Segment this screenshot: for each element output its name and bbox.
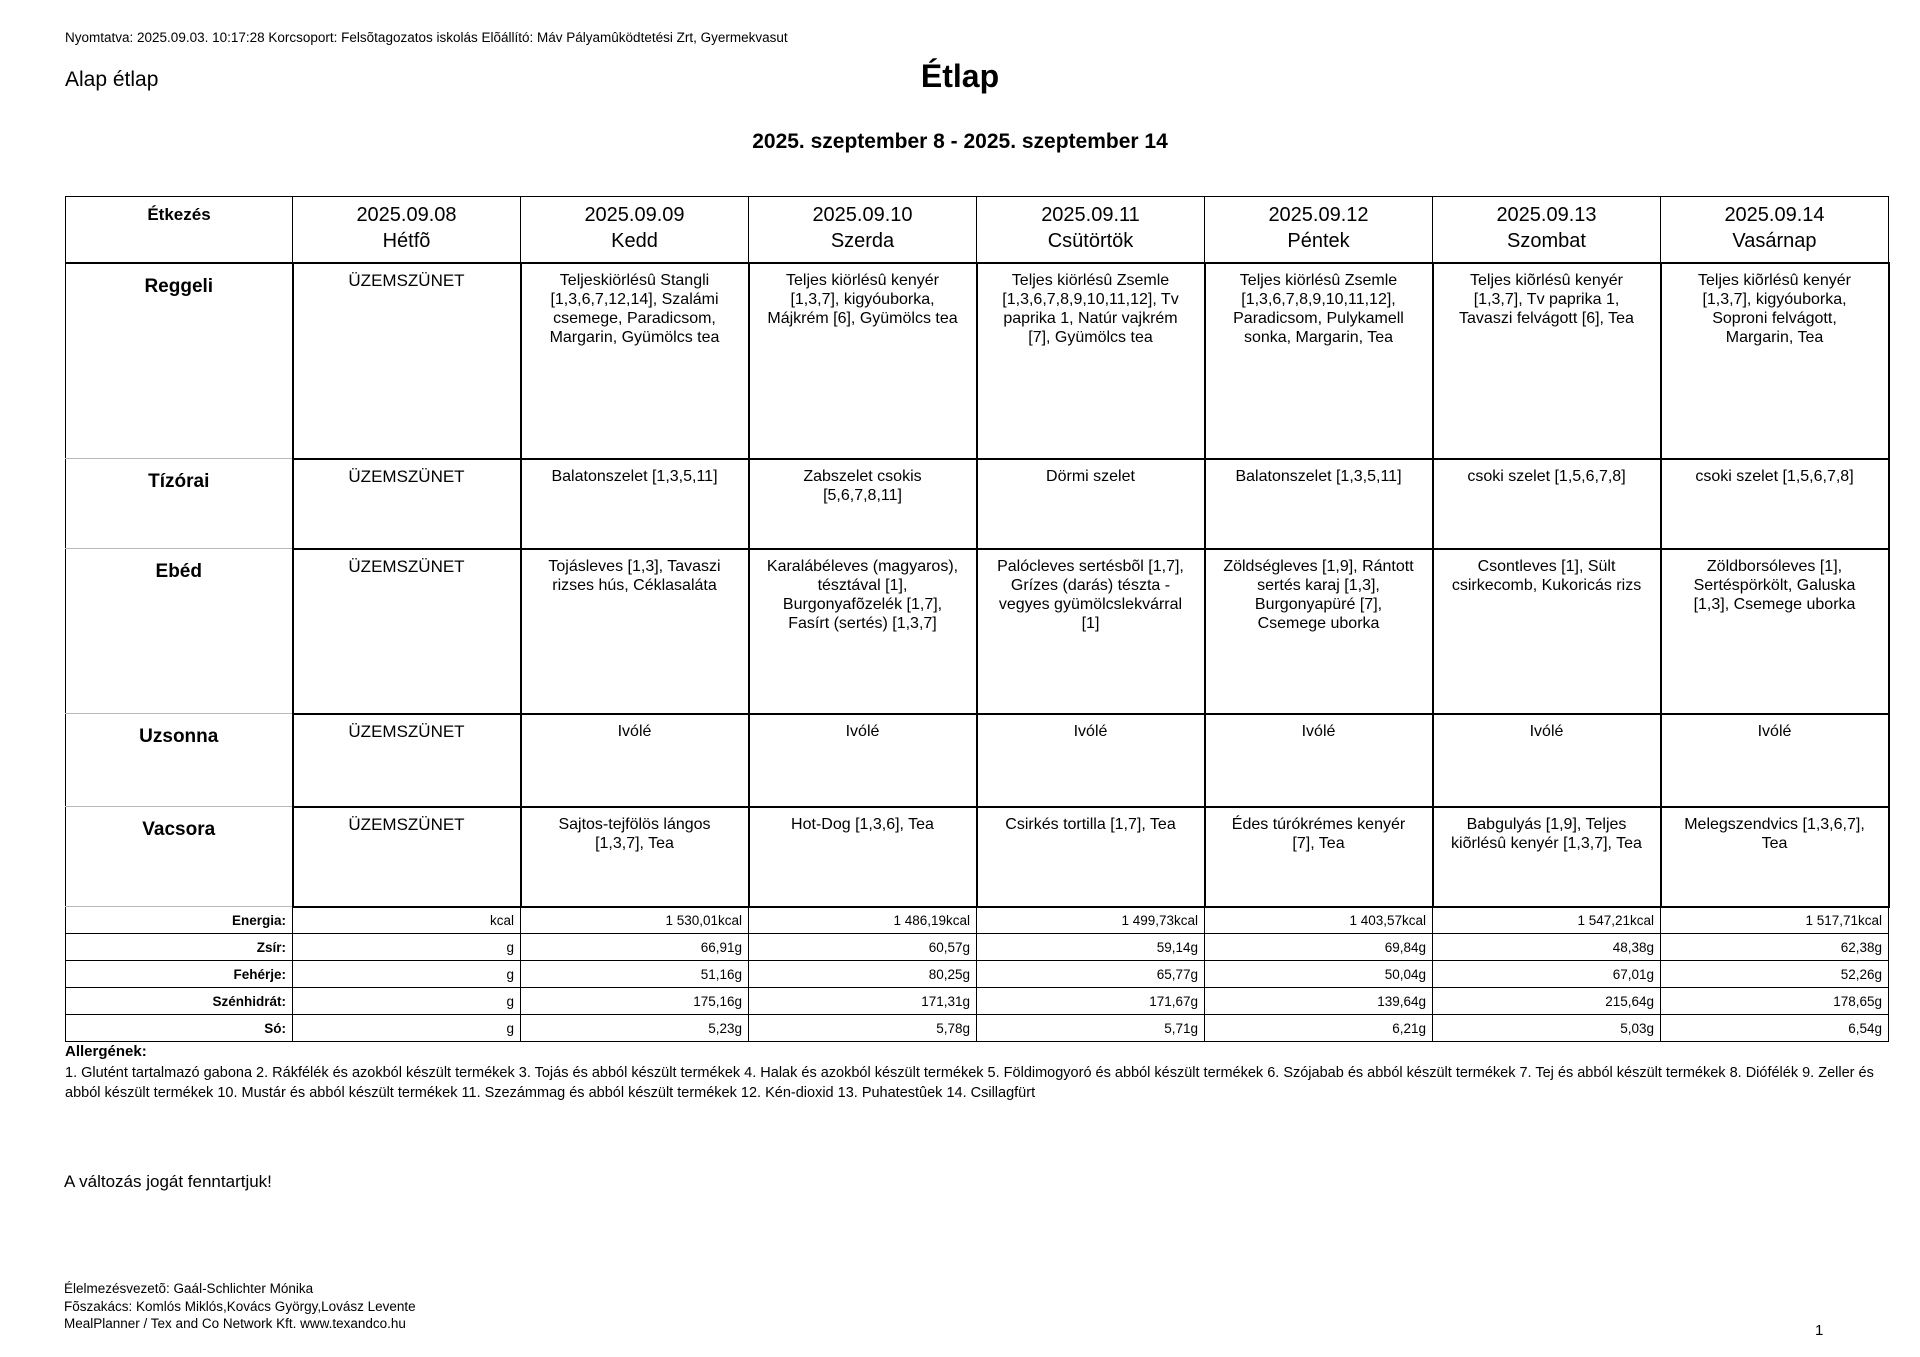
nutrition-rows [66, 907, 1889, 1042]
menu-cell: csoki szelet [1,5,6,7,8] [1433, 459, 1661, 549]
allergens-title: Allergének: [65, 1043, 147, 1060]
meal-row-label: Vacsora [66, 807, 293, 907]
nutrition-row-label: Só: [66, 1015, 293, 1042]
nutrition-cell: 171,67g [977, 988, 1205, 1015]
nutrition-row-label: Energia: [66, 907, 293, 934]
nutrition-cell: g [293, 961, 521, 988]
page-number: 1 [1815, 1322, 1824, 1339]
menu-cell: Édes túrókrémes kenyér [7], Tea [1205, 807, 1433, 907]
nutrition-cell: 48,38g [1433, 934, 1661, 961]
day-header: 2025.09.11 Csütörtök [977, 197, 1205, 263]
menu-cell: Csirkés tortilla [1,7], Tea [977, 807, 1205, 907]
page-title: Étlap [920, 58, 1000, 94]
menu-cell: Teljes kiörlésû kenyér [1,3,7], kigyóuborka, Májkrém [6], Gyümölcs tea [749, 263, 977, 459]
day-header: 2025.09.12 Péntek [1205, 197, 1433, 263]
meal-row [66, 459, 1889, 549]
nutrition-cell: 139,64g [1205, 988, 1433, 1015]
menu-cell: Teljes kiörlésû Zsemle [1,3,6,7,8,9,10,11,12], Tv paprika 1, Natúr vajkrém [7], Gyümölcs tea [977, 263, 1205, 459]
menu-cell: Zabszelet csokis [5,6,7,8,11] [749, 459, 977, 549]
meal-row [66, 263, 1889, 459]
change-notice: A változás jogát fenntartjuk! [64, 1172, 272, 1191]
menu-table-header-row [66, 197, 1889, 263]
nutrition-cell: 6,54g [1661, 1015, 1889, 1042]
nutrition-row-label: Zsír: [66, 934, 293, 961]
nutrition-cell: 60,57g [749, 934, 977, 961]
nutrition-cell: 1 530,01kcal [521, 907, 749, 934]
nutrition-row [66, 961, 1889, 988]
day-header: 2025.09.13 Szombat [1433, 197, 1661, 263]
menu-cell: ÜZEMSZÜNET [293, 714, 521, 807]
menu-cell: Balatonszelet [1,3,5,11] [1205, 459, 1433, 549]
menu-cell: Ivólé [977, 714, 1205, 807]
nutrition-row-label: Fehérje: [66, 961, 293, 988]
menu-cell: Teljes kiõrlésû kenyér [1,3,7], kigyóuborka, Soproni felvágott, Margarin, Tea [1661, 263, 1889, 459]
day-header: 2025.09.09 Kedd [521, 197, 749, 263]
menu-cell: Dörmi szelet [977, 459, 1205, 549]
menu-cell: Ivólé [1433, 714, 1661, 807]
meal-row-label: Ebéd [66, 549, 293, 714]
menu-cell: Balatonszelet [1,3,5,11] [521, 459, 749, 549]
menu-type-label: Alap étlap [65, 68, 159, 91]
footer-line-chefs: Fõszakács: Komlós Miklós,Kovács György,Lovász Levente [64, 1298, 416, 1314]
menu-cell: Csontleves [1], Sült csirkecomb, Kukoricás rizs [1433, 549, 1661, 714]
nutrition-cell: 5,78g [749, 1015, 977, 1042]
menu-cell: Ivólé [1205, 714, 1433, 807]
nutrition-cell: 178,65g [1661, 988, 1889, 1015]
nutrition-cell: kcal [293, 907, 521, 934]
day-header: 2025.09.10 Szerda [749, 197, 977, 263]
nutrition-cell: 80,25g [749, 961, 977, 988]
allergens-text: 1. Glutént tartalmazó gabona 2. Rákfélék és azokból készült termékek 3. Tojás és abból készült termékek 4. Halak és azokból készült termékek 5. Földimogyoró és abból készült termékek 6. Szójabab és abból készült termékek 7. Tej és abból készült termékek 8. Diófélék 9. Zeller és abból készült termékek 10. Mustár és abból készült termékek 11. Szezámmag és abból készült termékek 12. Kén-dioxid 13. Puhatestûek 14. Csillagfürt [65, 1065, 1874, 1102]
print-info: Nyomtatva: 2025.09.03. 10:17:28 Korcsoport: Felsõtagozatos iskolás Elõállító: Máv Pályamûködtetési Zrt, Gyermekvasut [65, 30, 788, 45]
nutrition-cell: 65,77g [977, 961, 1205, 988]
menu-cell: Hot-Dog [1,3,6], Tea [749, 807, 977, 907]
menu-cell: Karalábéleves (magyaros), tésztával [1], Burgonyafõzelék [1,7], Fasírt (sertés) [1,3,7] [749, 549, 977, 714]
nutrition-cell: 51,16g [521, 961, 749, 988]
nutrition-cell: 175,16g [521, 988, 749, 1015]
nutrition-cell: 6,21g [1205, 1015, 1433, 1042]
day-header: 2025.09.08 Hétfõ [293, 197, 521, 263]
meal-rows [66, 263, 1889, 907]
menu-cell: Zöldségleves [1,9], Rántott sertés karaj [1,3], Burgonyapüré [7], Csemege uborka [1205, 549, 1433, 714]
menu-cell: Tojásleves [1,3], Tavaszi rizses hús, Céklasaláta [521, 549, 749, 714]
nutrition-cell: 1 403,57kcal [1205, 907, 1433, 934]
nutrition-cell: 1 547,21kcal [1433, 907, 1661, 934]
nutrition-cell: 1 517,71kcal [1661, 907, 1889, 934]
corner-header: Étkezés [66, 197, 293, 263]
nutrition-cell: g [293, 934, 521, 961]
menu-cell: Teljes kiõrlésû kenyér [1,3,7], Tv paprika 1, Tavaszi felvágott [6], Tea [1433, 263, 1661, 459]
meal-row [66, 714, 1889, 807]
footer [64, 1280, 416, 1333]
nutrition-cell: 5,71g [977, 1015, 1205, 1042]
nutrition-cell: g [293, 1015, 521, 1042]
nutrition-cell: 66,91g [521, 934, 749, 961]
meal-row-label: Reggeli [66, 263, 293, 459]
menu-cell: Sajtos-tejfölös lángos [1,3,7], Tea [521, 807, 749, 907]
menu-cell: Babgulyás [1,9], Teljes kiõrlésû kenyér [1,3,7], Tea [1433, 807, 1661, 907]
menu-cell: Ivólé [521, 714, 749, 807]
menu-cell: ÜZEMSZÜNET [293, 263, 521, 459]
nutrition-row [66, 1015, 1889, 1042]
nutrition-cell: 50,04g [1205, 961, 1433, 988]
menu-cell: Teljeskiörlésû Stangli [1,3,6,7,12,14], Szalámi csemege, Paradicsom, Margarin, Gyümölcs tea [521, 263, 749, 459]
nutrition-cell: 1 486,19kcal [749, 907, 977, 934]
nutrition-cell: 59,14g [977, 934, 1205, 961]
footer-line-nutritionist: Élelmezésvezetõ: Gaál-Schlichter Mónika [64, 1281, 314, 1296]
nutrition-cell: g [293, 988, 521, 1015]
nutrition-cell: 5,23g [521, 1015, 749, 1042]
meal-row [66, 549, 1889, 714]
menu-cell: ÜZEMSZÜNET [293, 459, 521, 549]
menu-cell: ÜZEMSZÜNET [293, 807, 521, 907]
meal-row [66, 807, 1889, 907]
nutrition-cell: 62,38g [1661, 934, 1889, 961]
menu-cell: Ivólé [749, 714, 977, 807]
day-header: 2025.09.14 Vasárnap [1661, 197, 1889, 263]
menu-cell: Teljes kiörlésû Zsemle [1,3,6,7,8,9,10,11,12], Paradicsom, Pulykamell sonka, Margarin, Tea [1205, 263, 1433, 459]
nutrition-row [66, 988, 1889, 1015]
nutrition-cell: 67,01g [1433, 961, 1661, 988]
menu-cell: Palócleves sertésbõl [1,7], Grízes (darás) tészta - vegyes gyümölcslekvárral [1] [977, 549, 1205, 714]
menu-cell: Melegszendvics [1,3,6,7], Tea [1661, 807, 1889, 907]
menu-cell: Ivólé [1661, 714, 1889, 807]
nutrition-cell: 215,64g [1433, 988, 1661, 1015]
menu-cell: csoki szelet [1,5,6,7,8] [1661, 459, 1889, 549]
menu-table [65, 196, 1890, 1042]
nutrition-cell: 5,03g [1433, 1015, 1661, 1042]
nutrition-row-label: Szénhidrát: [66, 988, 293, 1015]
meal-row-label: Tízórai [66, 459, 293, 549]
allergens-section [65, 1043, 1895, 1104]
nutrition-cell: 69,84g [1205, 934, 1433, 961]
menu-cell: ÜZEMSZÜNET [293, 549, 521, 714]
nutrition-cell: 1 499,73kcal [977, 907, 1205, 934]
nutrition-cell: 171,31g [749, 988, 977, 1015]
meal-row-label: Uzsonna [66, 714, 293, 807]
nutrition-row [66, 907, 1889, 934]
footer-line-software: MealPlanner / Tex and Co Network Kft. www.texandco.hu [64, 1316, 406, 1332]
nutrition-cell: 52,26g [1661, 961, 1889, 988]
date-range: 2025. szeptember 8 - 2025. szeptember 14 [752, 130, 1168, 153]
menu-cell: Zöldborsóleves [1], Sertéspörkölt, Galuska [1,3], Csemege uborka [1661, 549, 1889, 714]
nutrition-row [66, 934, 1889, 961]
